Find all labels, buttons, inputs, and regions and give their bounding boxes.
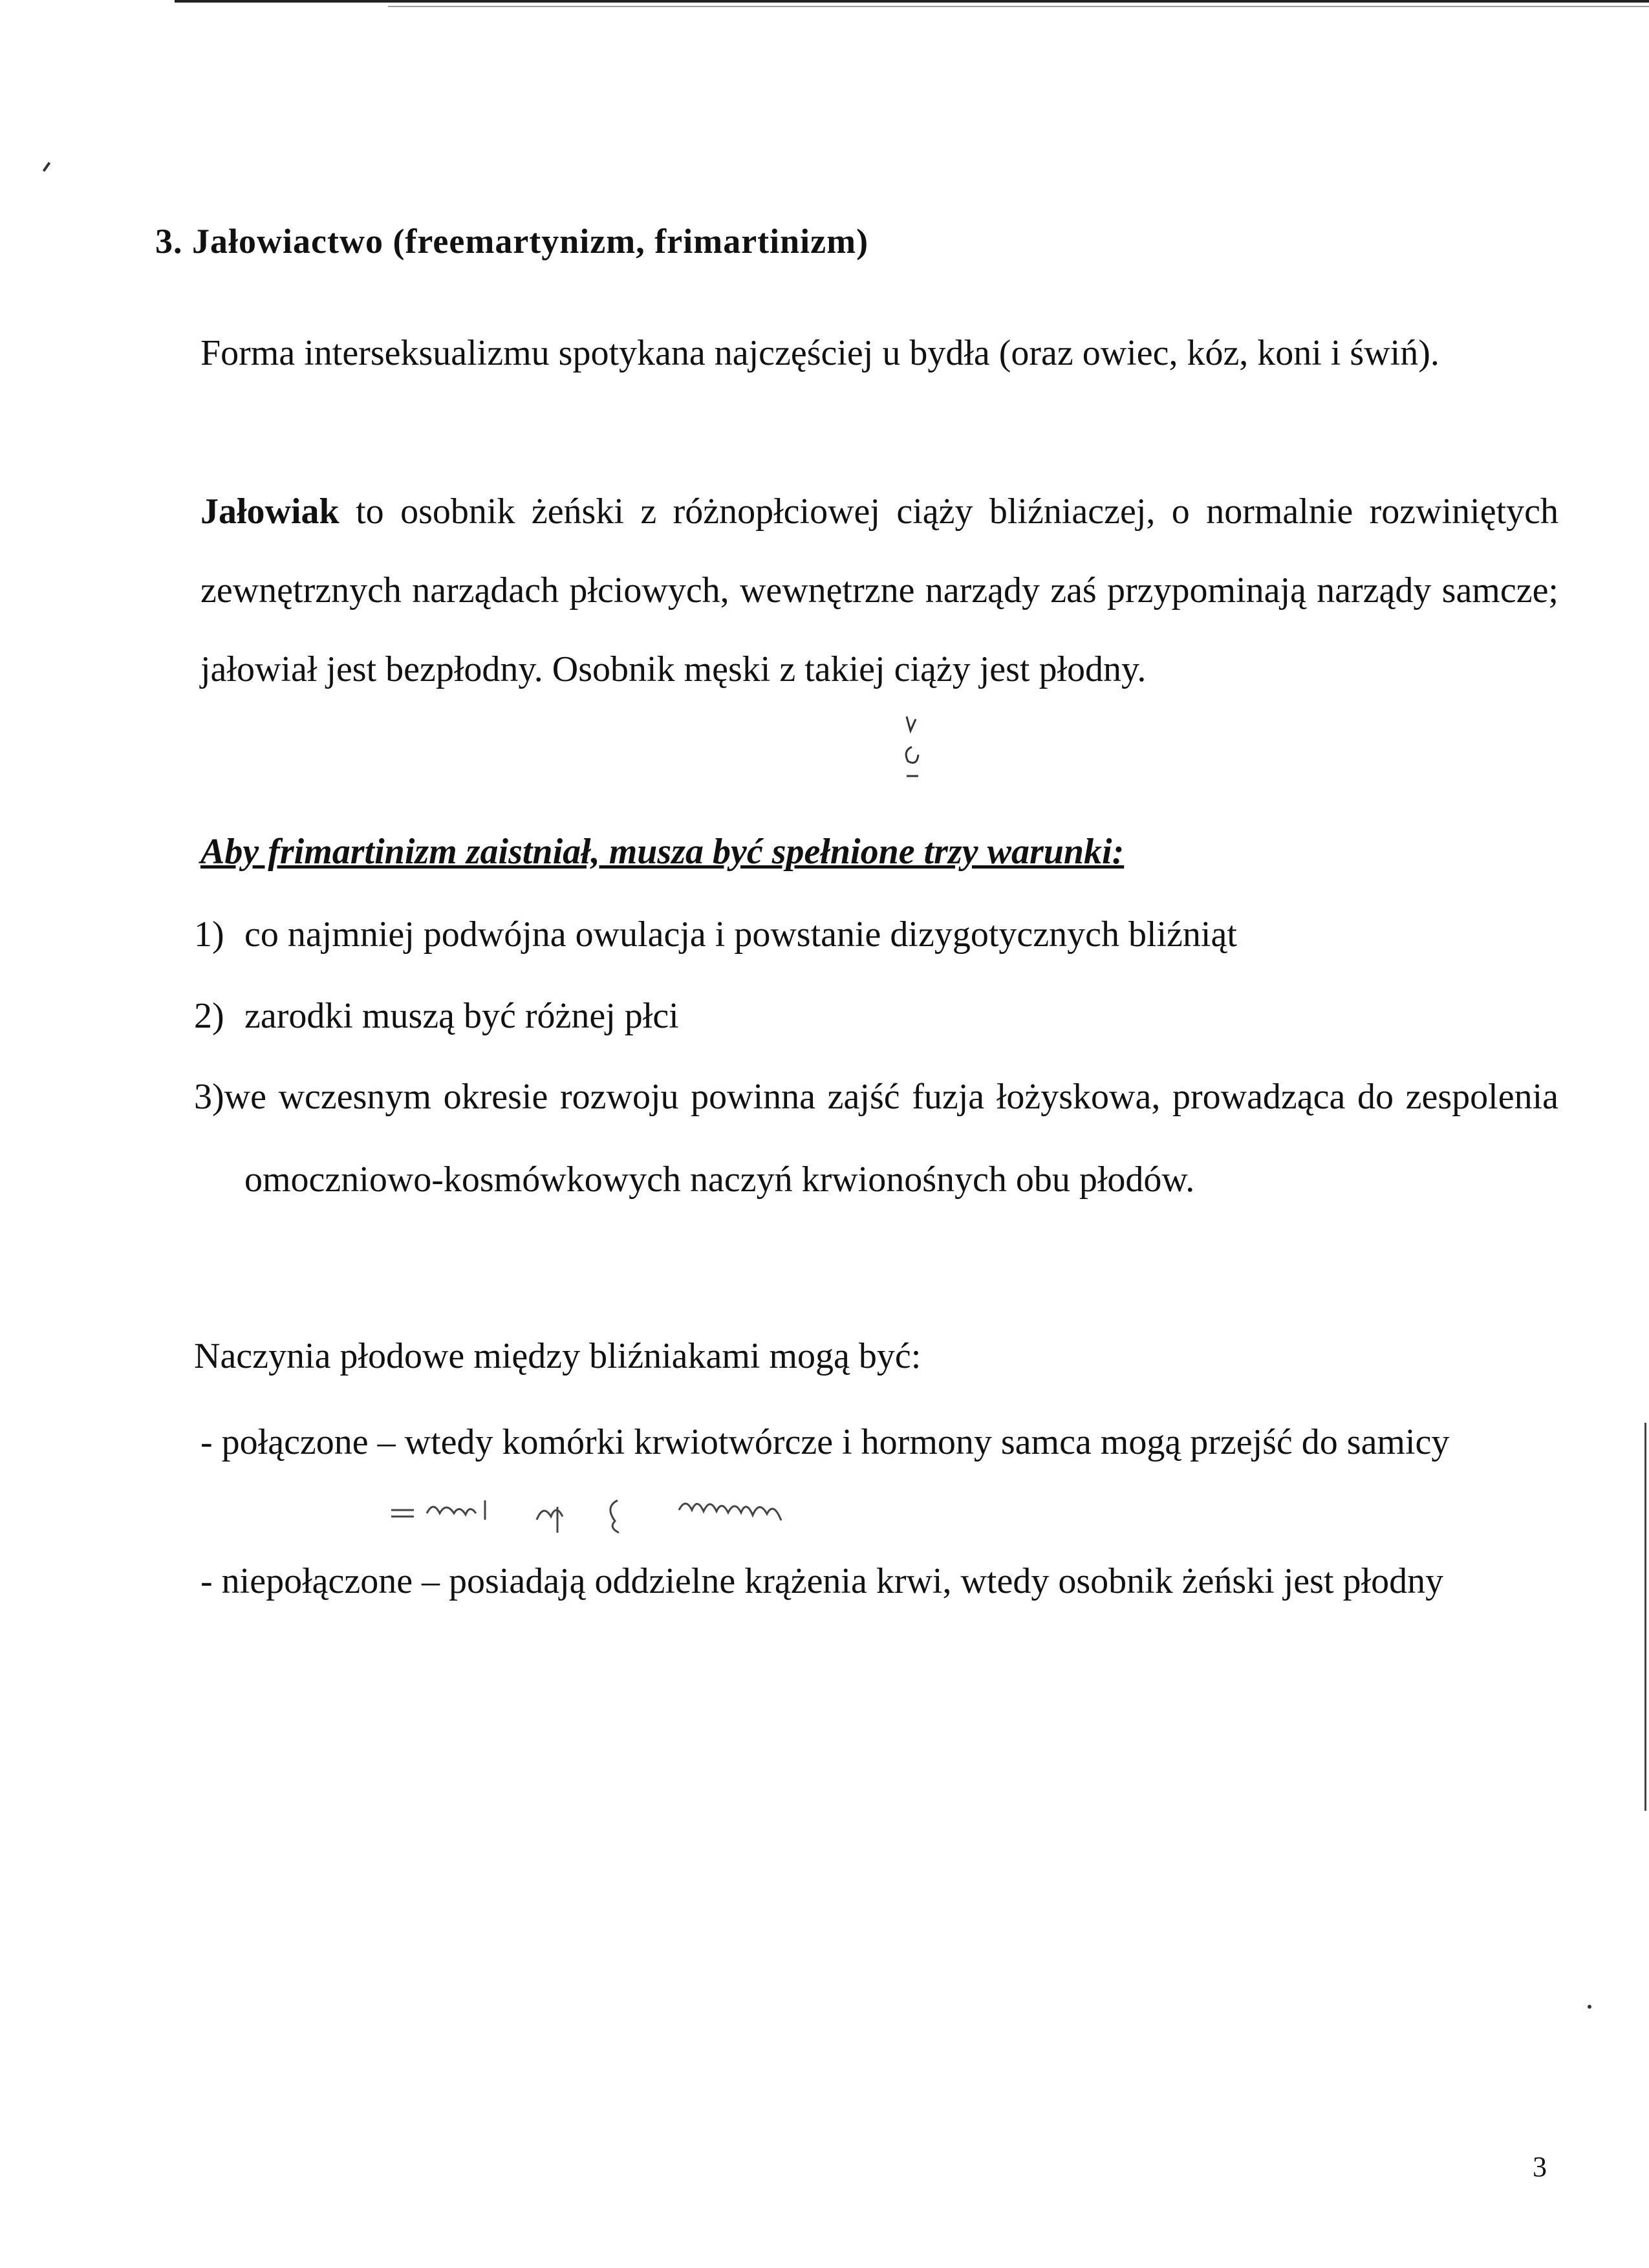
- list-number: 1): [194, 914, 224, 955]
- scan-border-top: [0, 0, 1649, 8]
- list-item-text: co najmniej podwójna owulacja i powstanie dizygotycznych bliźniąt: [244, 914, 1237, 955]
- definition-paragraph: [200, 472, 1558, 709]
- list-item: [194, 1055, 1558, 1221]
- scan-line: [175, 0, 1649, 3]
- intro-paragraph: Forma interseksualizmu spotykana najczęściej u bydła (oraz owiec, kóz, koni i świń).: [200, 333, 1439, 373]
- handwritten-mark: [892, 711, 931, 789]
- vessel-unconnected: - niepołączone – posiadają oddzielne krążenia krwi, wtedy osobnik żeński jest płodny: [200, 1561, 1444, 1601]
- conditions-list: [194, 912, 1558, 1221]
- vessel-connected: - połączone – wtedy komórki krwiotwórcze i hormony samca mogą przejść do samicy: [200, 1422, 1450, 1462]
- scan-speck: [1588, 2005, 1591, 2009]
- list-number: 2): [194, 996, 224, 1036]
- list-number: 3): [194, 1077, 224, 1117]
- scan-border-right: [1644, 1423, 1646, 1811]
- vessels-intro: Naczynia płodowe między bliźniakami mogą być:: [194, 1336, 921, 1376]
- list-item-text: zarodki muszą być różnej płci: [244, 996, 679, 1036]
- definition-text: to osobnik żeński z różnopłciowej ciąży bliźniaczej, o normalnie rozwiniętych zewnętrznych narządach płciowych, wewnętrzne narządy zaś przypominają narządy samcze; jałowiał jest bezpłodny. Osobnik męski z takiej ciąży jest płodny.: [200, 491, 1558, 689]
- list-item: [194, 993, 1558, 1039]
- handwritten-annotation: [388, 1481, 841, 1539]
- conditions-heading: Aby frimartinizm zaistniał, musza być spełnione trzy warunki:: [200, 832, 1125, 872]
- scan-line: [388, 6, 1649, 7]
- definition-term: Jałowiak: [200, 491, 339, 532]
- section-title: 3. Jałowiactwo (freemartynizm, frimartinizm): [155, 222, 869, 261]
- list-item: [194, 912, 1558, 957]
- page-number: 3: [1533, 2151, 1547, 2183]
- list-item-text: we wczesnym okresie rozwoju powinna zajść fuzja łożyskowa, prowadząca do zespolenia omoczniowo-kosmówkowych naczyń krwionośnych obu płodów.: [224, 1077, 1558, 1200]
- scan-speck: [43, 162, 50, 171]
